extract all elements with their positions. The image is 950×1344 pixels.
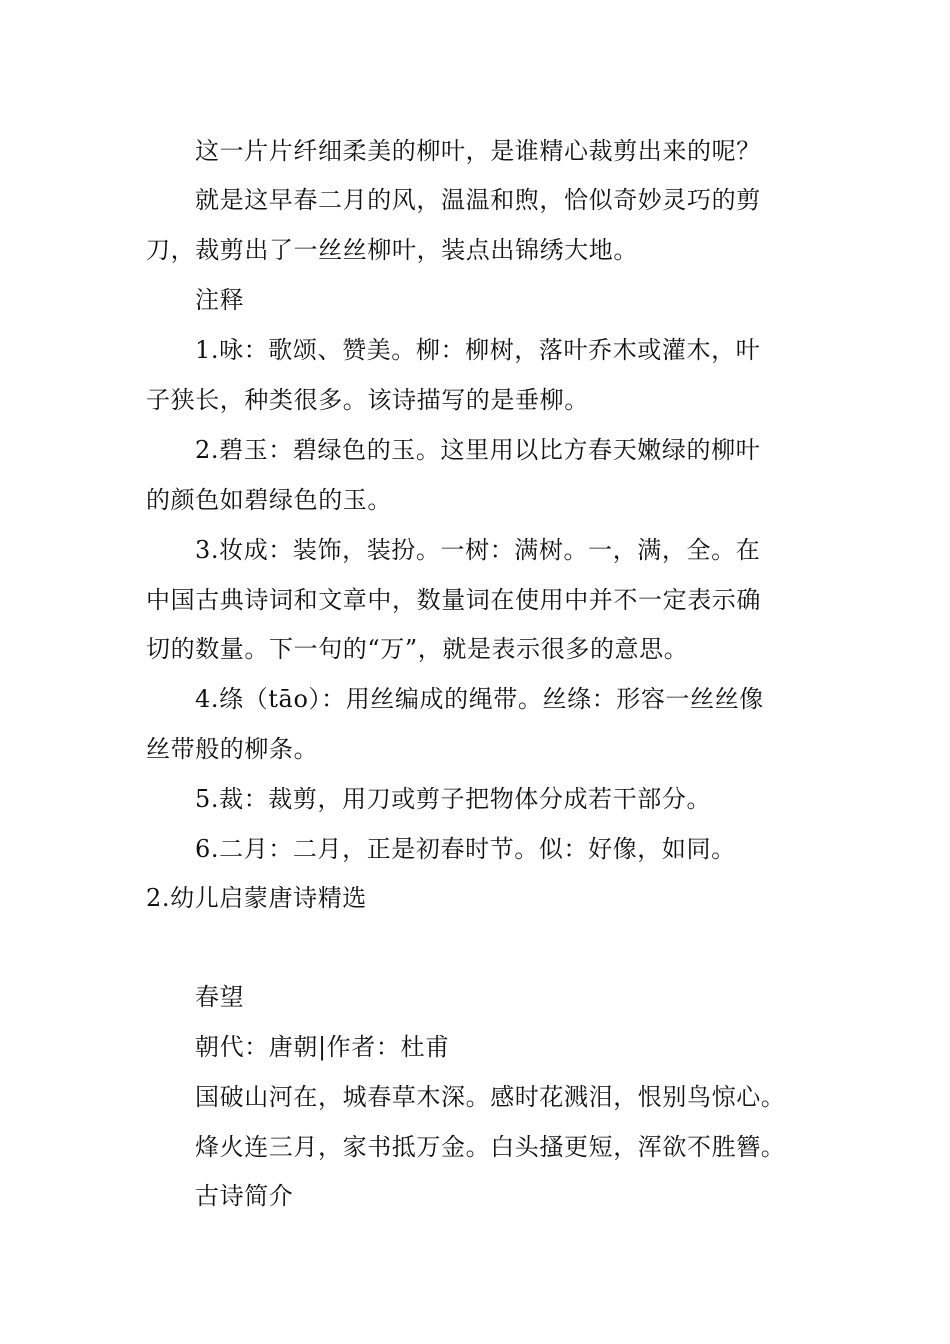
poem-line-2: 烽火连三月，家书抵万金。白头搔更短，浑欲不胜簪。 — [195, 1133, 786, 1161]
poem-title: 春望 — [195, 983, 245, 1011]
note-3-line-1: 3.妆成：装饰，装扮。一树：满树。一，满，全。在 — [195, 536, 761, 564]
poem-intro-heading: 古诗简介 — [195, 1182, 294, 1210]
note-4-line-1: 4.绦（tāo）：用丝编成的绳带。丝绦：形容一丝丝像 — [195, 685, 764, 713]
passage-line-2: 就是这早春二月的风，温温和煦，恰似奇妙灵巧的剪 — [195, 186, 761, 214]
note-1-line-2: 子狭长，种类很多。该诗描写的是垂柳。 — [146, 386, 589, 414]
passage-line-1: 这一片片纤细柔美的柳叶，是谁精心裁剪出来的呢？ — [195, 137, 761, 165]
note-3-line-2: 中国古典诗词和文章中，数量词在使用中并不一定表示确 — [146, 586, 761, 614]
note-2-line-1: 2.碧玉：碧绿色的玉。这里用以比方春天嫩绿的柳叶 — [195, 436, 761, 464]
note-4-line-2: 丝带般的柳条。 — [146, 735, 319, 763]
section-2-title: 2.幼儿启蒙唐诗精选 — [146, 884, 367, 912]
notes-heading: 注释 — [195, 286, 245, 314]
note-6: 6.二月：二月，正是初春时节。似：好像，如同。 — [195, 835, 736, 863]
poem-line-1: 国破山河在，城春草木深。感时花溅泪，恨别鸟惊心。 — [195, 1083, 786, 1111]
note-2-line-2: 的颜色如碧绿色的玉。 — [146, 486, 392, 514]
passage-line-3: 刀，裁剪出了一丝丝柳叶，装点出锦绣大地。 — [146, 236, 638, 264]
note-5: 5.裁：裁剪，用刀或剪子把物体分成若干部分。 — [195, 785, 712, 813]
poem-meta: 朝代：唐朝|作者：杜甫 — [195, 1033, 450, 1061]
note-3-line-3: 切的数量。下一句的“万”，就是表示很多的意思。 — [146, 635, 689, 663]
note-1-line-1: 1.咏：歌颂、赞美。柳：柳树，落叶乔木或灌木，叶 — [195, 336, 761, 364]
